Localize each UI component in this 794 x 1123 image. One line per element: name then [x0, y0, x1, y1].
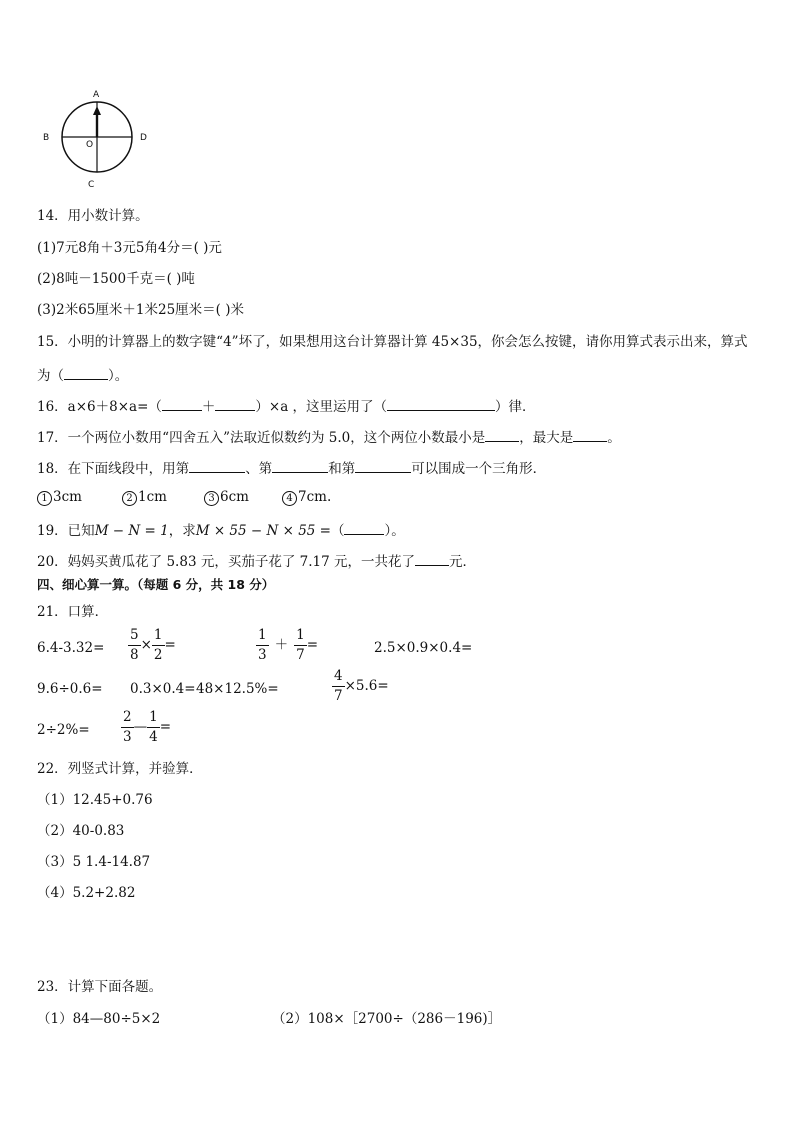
q21-r3-c1: 2÷2%= — [37, 722, 90, 738]
q18-option-3-mark: 3 — [204, 491, 219, 506]
q21-r1-frac-1 — [128, 628, 141, 663]
q16-text-4: ）律． — [495, 399, 536, 415]
label-B: B — [43, 133, 50, 143]
q18-option-4 — [282, 489, 331, 506]
q21-r1-c1: 6.4-3.32= — [37, 640, 105, 656]
equals: = — [159, 719, 171, 735]
section-4-heading: 四、细心算一算。（每题 6 分，共 18 分） — [37, 577, 275, 592]
q16-text-3: ）×a ，这里运用了（ — [255, 399, 388, 415]
q21-r1-frac-2 — [152, 628, 165, 663]
q18-option-1-text: 3cm — [53, 489, 82, 505]
denominator: 8 — [130, 647, 139, 663]
label-O: O — [86, 140, 94, 150]
q20-answer-blank[interactable] — [415, 551, 449, 566]
denominator: 2 — [153, 647, 163, 663]
q18-blank-3[interactable] — [355, 458, 411, 473]
q14-part-2: (2)8吨－1500千克＝( )吨 — [37, 271, 195, 287]
q18-text-2: 、第 — [245, 461, 273, 477]
q18-option-3 — [204, 489, 249, 506]
q18-option-4-mark: 4 — [282, 491, 297, 506]
q19-answer-blank[interactable] — [344, 520, 384, 535]
q21-r2-c3: 48×12.5%= — [196, 681, 279, 697]
q22-item-3: （3）5 1.4-14.87 — [37, 854, 151, 870]
q21-r1-c4: 2.5×0.9×0.4= — [374, 640, 473, 656]
denominator: 7 — [334, 688, 343, 704]
equals: = — [164, 637, 176, 653]
operator: ＋ — [274, 637, 289, 653]
label-D: D — [140, 133, 147, 143]
q21-r3-frac-2 — [147, 710, 160, 745]
denominator: 3 — [258, 647, 267, 663]
numerator: 5 — [128, 628, 141, 646]
q21-r2-c2: 0.3×0.4= — [130, 681, 196, 697]
q17-text-2: ，最大是 — [519, 430, 574, 446]
q21-r2-c4-text: ×5.6= — [344, 678, 389, 694]
q19-equation-given: M − N = 1 — [94, 523, 169, 539]
q14-part-1: (1)7元8角＋3元5角4分＝( )元 — [37, 240, 222, 256]
operator: — — [133, 719, 148, 735]
q19 — [37, 520, 405, 540]
q21-title: 21．口算． — [37, 604, 109, 620]
denominator: 7 — [296, 647, 305, 663]
q19-text-1: 19．已知 — [37, 523, 95, 539]
numerator: 2 — [121, 710, 134, 728]
q18-blank-1[interactable] — [189, 458, 245, 473]
denominator: 3 — [123, 729, 132, 745]
numerator: 1 — [147, 710, 160, 728]
q23-title: 23．计算下面各题。 — [37, 979, 163, 995]
label-A: A — [93, 90, 100, 100]
q15-answer-blank[interactable] — [64, 365, 108, 380]
q18-option-2 — [122, 489, 167, 506]
q18-option-1 — [37, 489, 82, 506]
q17-blank-max[interactable] — [573, 427, 607, 442]
q23-item-1: （1）84—80÷5×2 — [37, 1011, 161, 1027]
q19-equation-find: M × 55 − N × 55 = — [195, 523, 331, 539]
q23-item-2: （2）108×［2700÷（286－196)］ — [272, 1011, 502, 1027]
q19-text-4: ）。 — [384, 523, 405, 539]
q19-text-3: （ — [330, 523, 345, 539]
numerator: 1 — [256, 628, 269, 646]
q18-option-2-text: 1cm — [138, 489, 167, 505]
q20-text-1: 20．妈妈买黄瓜花了 5.83 元，买茄子花了 7.17 元，一共花了 — [37, 554, 415, 570]
q18-option-1-mark: 1 — [37, 491, 52, 506]
q21-r1-frac-3 — [256, 628, 269, 663]
q21-r1-c3 — [256, 628, 318, 663]
q16-text-2: ＋ — [201, 399, 216, 415]
q18-option-3-text: 6cm — [220, 489, 249, 505]
q17-text-1: 17．一个两位小数用“四舍五入”法取近似数约为 5.0，这个两位小数最小是 — [37, 430, 486, 446]
q18-blank-2[interactable] — [272, 458, 328, 473]
q14-part-3: (3)2米65厘米＋1米25厘米＝( )米 — [37, 302, 244, 318]
q22-title: 22．列竖式计算，并验算． — [37, 761, 203, 777]
q22-item-2: （2）40-0.83 — [37, 823, 125, 839]
q18-text-1: 18．在下面线段中，用第 — [37, 461, 190, 477]
q15-line-1: 15．小明的计算器上的数字键“4”坏了，如果想用这台计算器计算 45×35，你会怎么按键，请你用算式表示出来，算式 — [37, 334, 748, 350]
q16-text-1: 16．a×6＋8×a=（ — [37, 399, 162, 415]
q18 — [37, 458, 546, 478]
q17-blank-min[interactable] — [485, 427, 519, 442]
q14-title: 14．用小数计算。 — [37, 208, 149, 224]
q17-text-3: 。 — [607, 430, 621, 446]
q16-blank-1[interactable] — [162, 396, 202, 411]
denominator: 4 — [149, 729, 158, 745]
q16 — [37, 396, 536, 416]
q21-r2-c4 — [332, 669, 389, 704]
q21-r3-c2 — [121, 710, 171, 745]
q21-r2-c1: 9.6÷0.6= — [37, 681, 103, 697]
compass-diagram — [35, 82, 165, 192]
q22-item-1: （1）12.45+0.76 — [37, 792, 153, 808]
numerator: 4 — [332, 669, 345, 687]
numerator: 1 — [152, 628, 165, 646]
q17 — [37, 427, 621, 447]
q21-r2-frac-1 — [332, 669, 345, 704]
q20-text-2: 元． — [448, 554, 476, 570]
q18-option-2-mark: 2 — [122, 491, 137, 506]
q18-option-4-text: 7cm. — [298, 489, 332, 505]
q21-r1-c2 — [128, 628, 176, 663]
numerator: 1 — [294, 628, 307, 646]
compass-arrowhead — [93, 106, 101, 115]
q16-blank-2[interactable] — [215, 396, 255, 411]
label-C: C — [88, 180, 95, 190]
q22-item-4: （4）5.2+2.82 — [37, 885, 136, 901]
operator: × — [140, 637, 152, 653]
q19-text-2: ，求 — [168, 523, 196, 539]
q15-prefix: 为（ — [37, 368, 64, 384]
q20 — [37, 551, 476, 571]
q18-text-4: 可以围成一个三角形． — [411, 461, 547, 477]
q15-suffix: ）。 — [108, 368, 129, 384]
equals: = — [306, 637, 318, 653]
q18-text-3: 和第 — [328, 461, 356, 477]
q16-blank-3[interactable] — [387, 396, 495, 411]
q21-r1-frac-4 — [294, 628, 307, 663]
q21-r3-frac-1 — [121, 710, 134, 745]
q15-line-2 — [37, 365, 128, 385]
